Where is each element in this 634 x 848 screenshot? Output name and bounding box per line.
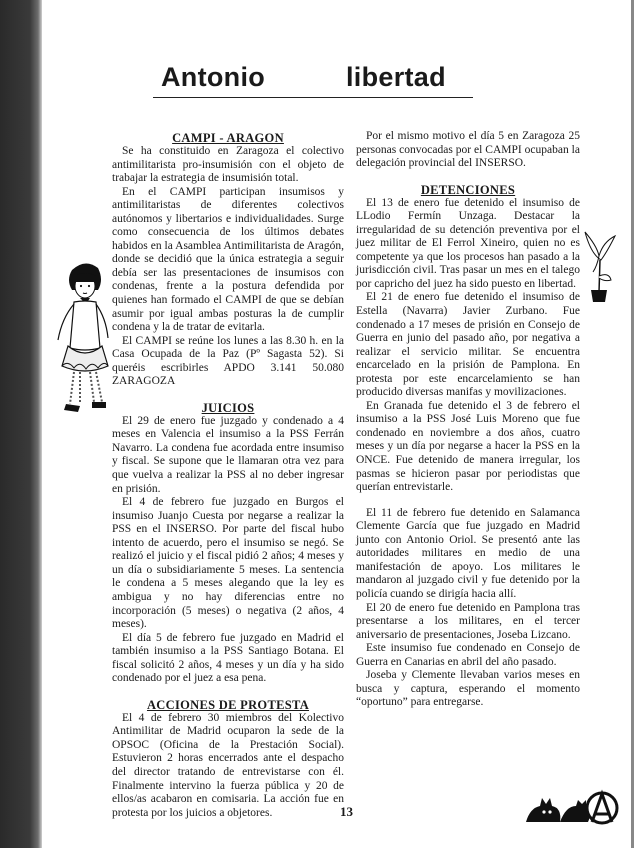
paragraph: En Granada fue detenido el 3 de febrero el insumiso a la PSS José Luis Moreno que fue condenado en noviembre a dos años, cuatro meses y un día por negarse a hacer la PSS en la ONCE. Fue detenido de manera irregular, los pasmas se hicieron pasar por periodistas que querían entrevistarle. xyxy=(356,399,580,494)
paragraph: El 4 de febrero 30 miembros del Kolectivo Antimilitar de Madrid ocuparon la sede de la OPSOC (Oficina de la Prestación Social). Estuvieron 2 horas encerrados ante el despacho del director tratando de entrevistarse con él. Finalmente intervino la fuerza pública y 20 de ellos/as acabaron en comisaria. La acción fue en protesta por los juicios a objetores. xyxy=(112,711,344,819)
heading-acciones: ACCIONES DE PROTESTA xyxy=(146,697,310,712)
paragraph: Por el mismo motivo el día 5 en Zaragoza 25 personas convocadas por el CAMPI ocupaban la delegación provincial del INSERSO. xyxy=(356,130,580,170)
paragraph: El 13 de enero fue detenido el insumiso de LLodio Fermín Unzaga. Destacar la irregularidad de su detención preventiva por el juez militar de El Ferrol Xineiro, quien no es competente ya que los procesos han pasado a la jurisdicción civil. Tras pasar un mes en el talego por capricho del juez ha sido puesto en libertad. xyxy=(356,196,580,290)
page-binding-edge xyxy=(0,0,42,848)
paragraph: El CAMPI se reúne los lunes a las 8.30 h. en la Casa Ocupada de la Paz (Pº Sagasta 52). Si queréis escribirles APDO 3.141 50.080 ZARAGOZA xyxy=(112,334,344,388)
paragraph: El 20 de enero fue detenido en Pamplona tras presentarse a los militares, en el tercer aniversario de presentaciones, Joseba Lizcano. xyxy=(356,601,580,641)
paragraph: Se ha constituido en Zaragoza el colectivo antimilitarista pro-insumisión con el objeto de trabajar la estrategia de insumisión total. xyxy=(112,145,344,185)
title-underline xyxy=(153,97,473,98)
paragraph: El 21 de enero fue detenido el insumiso de Estella (Navarra) Javier Zurbano. Fue condenado a 17 meses de prisión en Consejo de Guerra en junio del pasado año, por negativa a realizar el servicio militar. Se encuentra encarcelado en la prisión de Pamplona. En protesta por este encarcelamiento se han producido diversas manifas y movilizaciones. xyxy=(356,291,580,399)
paragraph: Este insumiso fue condenado en Consejo de Guerra en Canarias en abril del año pasado. xyxy=(356,642,580,668)
heading-juicios: JUICIOS xyxy=(201,400,255,415)
flower-illustration xyxy=(577,226,617,308)
page-number: 13 xyxy=(340,804,353,819)
paragraph: En el CAMPI participan insumisos y antimilitaristas de diferentes colectivos autónomos y libertarios e individualidades. Surge como consecuencia de los últimos debates habidos en la Asamblea Antimilitarista de Aragón, donde se decidió que la única estrategia a seguir debía ser las presentaciones de insumisos con condenas, frente a la postura defendida por quienes han formado el CAMPI de que se debían asumir por igual ambas posturas la de cumplir condena y la de tratar de evitarla. xyxy=(112,185,344,334)
heading-detenciones: DETENCIONES xyxy=(420,182,516,197)
page-title xyxy=(153,62,473,98)
flapper-girl-illustration xyxy=(50,256,120,422)
paragraph: El 11 de febrero fue detenido en Salamanca Clemente García que fue juzgado en Madrid junto con Antonio Oriol. Se presentó ante las autoridades militares en medio de una manifestación de apoyo. Los militares le mandaron al juzgado civil y fue detenido por la policía cuando se dirigía hacia allí. xyxy=(356,506,580,600)
title-word-left: Antonio xyxy=(161,62,266,92)
heading-campi: CAMPI - ARAGON xyxy=(172,131,284,145)
paragraph: Joseba y Clemente llevaban varios meses en busca y captura, esperando el momento “oportuno” para entregarse. xyxy=(356,669,580,709)
paragraph: El 29 de enero fue juzgado y condenado a 4 meses en Valencia el insumiso a la PSS Ferrán Navarro. La condena fue acordada entre insumiso y fiscal. Se supone que le llamaran otra vez para que vuelva a realizar la PSS al no deber ingresar en prisión. xyxy=(112,414,344,495)
cats-anarchy-logo xyxy=(522,788,620,826)
title-word-right: libertad xyxy=(346,62,446,92)
paragraph: El 4 de febrero fue juzgado en Burgos el insumiso Juanjo Cuesta por negarse a realizar la PSS en el INSERSO. Por parte del fiscal hubo intento de acuerdo, pero el insumiso se negó. Se realizó el juicio y el fiscal pidió 2 años; 4 meses y un día o subsidiariamente 5 meses. La sentencia le condena a 5 meses alegando que la ley es ambigua y no hay diferencias entre no incorporación (5 meses) o negativa (2 años, 4 meses). xyxy=(112,496,344,631)
paragraph: El día 5 de febrero fue juzgado en Madrid el también insumiso a la PSS Santiago Botana. El fiscal solicitó 2 años, 4 meses y un día y ha sido condenado por el juez a esa pena. xyxy=(112,631,344,685)
column-right xyxy=(356,130,580,710)
column-left xyxy=(112,131,344,820)
